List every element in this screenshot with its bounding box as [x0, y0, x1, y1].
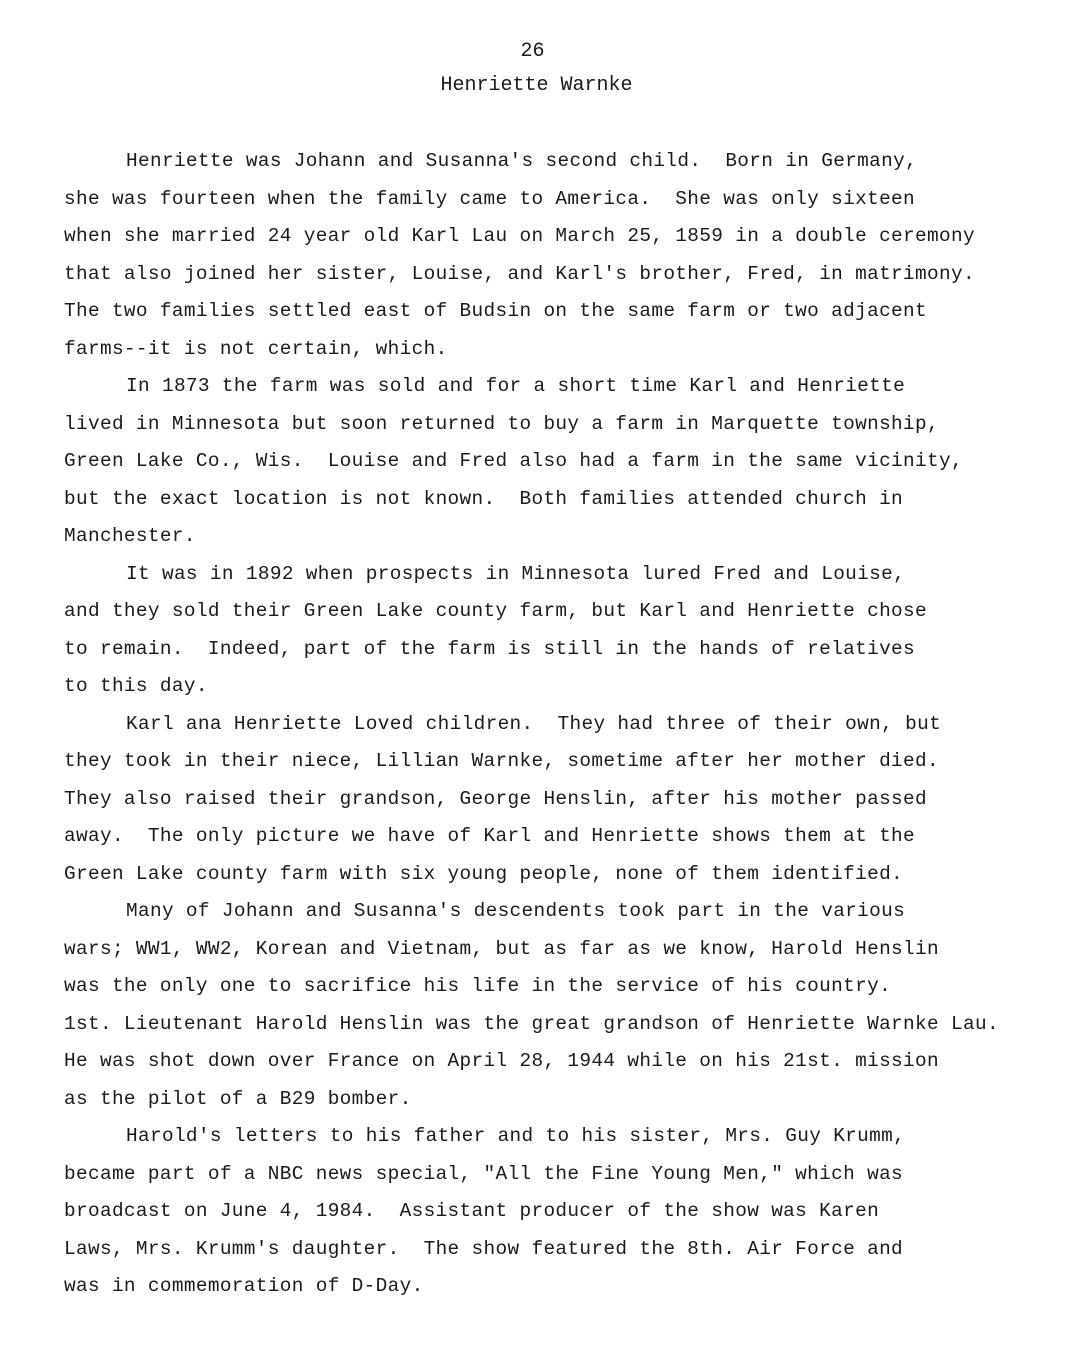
text-line: was in commemoration of D-Day. — [64, 1275, 424, 1297]
text-line: Henriette was Johann and Susanna's second child. Born in Germany, — [126, 150, 918, 172]
text-line: He was shot down over France on April 28, 1944 while on his 21st. mission — [64, 1050, 939, 1072]
text-line: Karl ana Henriette Loved children. They had three of their own, but — [126, 712, 942, 735]
text-line: but the exact location is not known. Both families attended church in — [64, 487, 904, 510]
text-line: as the pilot of a B29 bomber. — [64, 1087, 412, 1110]
text-line: Harold's letters to his father and to his sister, Mrs. Guy Krumm, — [126, 1125, 906, 1147]
text-line: Laws, Mrs. Krumm's daughter. The show featured the 8th. Air Force and — [64, 1237, 904, 1260]
page-title: Henriette Warnke — [440, 74, 633, 97]
text-line: broadcast on June 4, 1984. Assistant producer of the show was Karen — [64, 1200, 880, 1222]
text-line: farms--it is not certain, which. — [64, 337, 448, 360]
text-line: Many of Johann and Susanna's descendents took part in the various — [126, 900, 906, 922]
text-line: The two families settled east of Budsin on the same farm or two adjacent — [64, 300, 928, 322]
text-line: and they sold their Green Lake county farm, but Karl and Henriette chose — [64, 600, 928, 622]
text-line: In 1873 the farm was sold and for a short time Karl and Henriette — [126, 375, 906, 397]
text-line: lived in Minnesota but soon returned to buy a farm in Marquette township, — [64, 412, 939, 435]
text-line: 1st. Lieutenant Harold Henslin was the great grandson of Henriette Warnke Lau. — [64, 1012, 999, 1035]
text-line: to this day. — [64, 675, 208, 697]
text-line: Green Lake Co., Wis. Louise and Fred also had a farm in the same vicinity, — [64, 450, 963, 472]
text-line: Manchester. — [64, 525, 196, 547]
page-number: 26 — [520, 40, 545, 63]
text-line: away. The only picture we have of Karl and Henriette shows them at the — [64, 825, 916, 847]
text-line: they took in their niece, Lillian Warnke, sometime after her mother died. — [64, 750, 939, 772]
text-line: Green Lake county farm with six young people, none of them identified. — [64, 862, 904, 885]
text-line: It was in 1892 when prospects in Minnesota lured Fred and Louise, — [126, 562, 906, 585]
text-line: to remain. Indeed, part of the farm is still in the hands of relatives — [64, 637, 916, 660]
document-body — [64, 143, 1064, 1306]
text-line: They also raised their grandson, George Henslin, after his mother passed — [64, 787, 928, 810]
text-line: that also joined her sister, Louise, and Karl's brother, Fred, in matrimony. — [64, 262, 975, 285]
text-line: she was fourteen when the family came to America. She was only sixteen — [64, 187, 916, 210]
text-line: wars; WW1, WW2, Korean and Vietnam, but as far as we know, Harold Henslin — [64, 937, 939, 960]
text-line: when she married 24 year old Karl Lau on March 25, 1859 in a double ceremony — [64, 225, 975, 247]
text-line: became part of a NBC news special, "All the Fine Young Men," which was — [64, 1162, 904, 1185]
text-line: was the only one to sacrifice his life in the service of his country. — [64, 975, 892, 997]
